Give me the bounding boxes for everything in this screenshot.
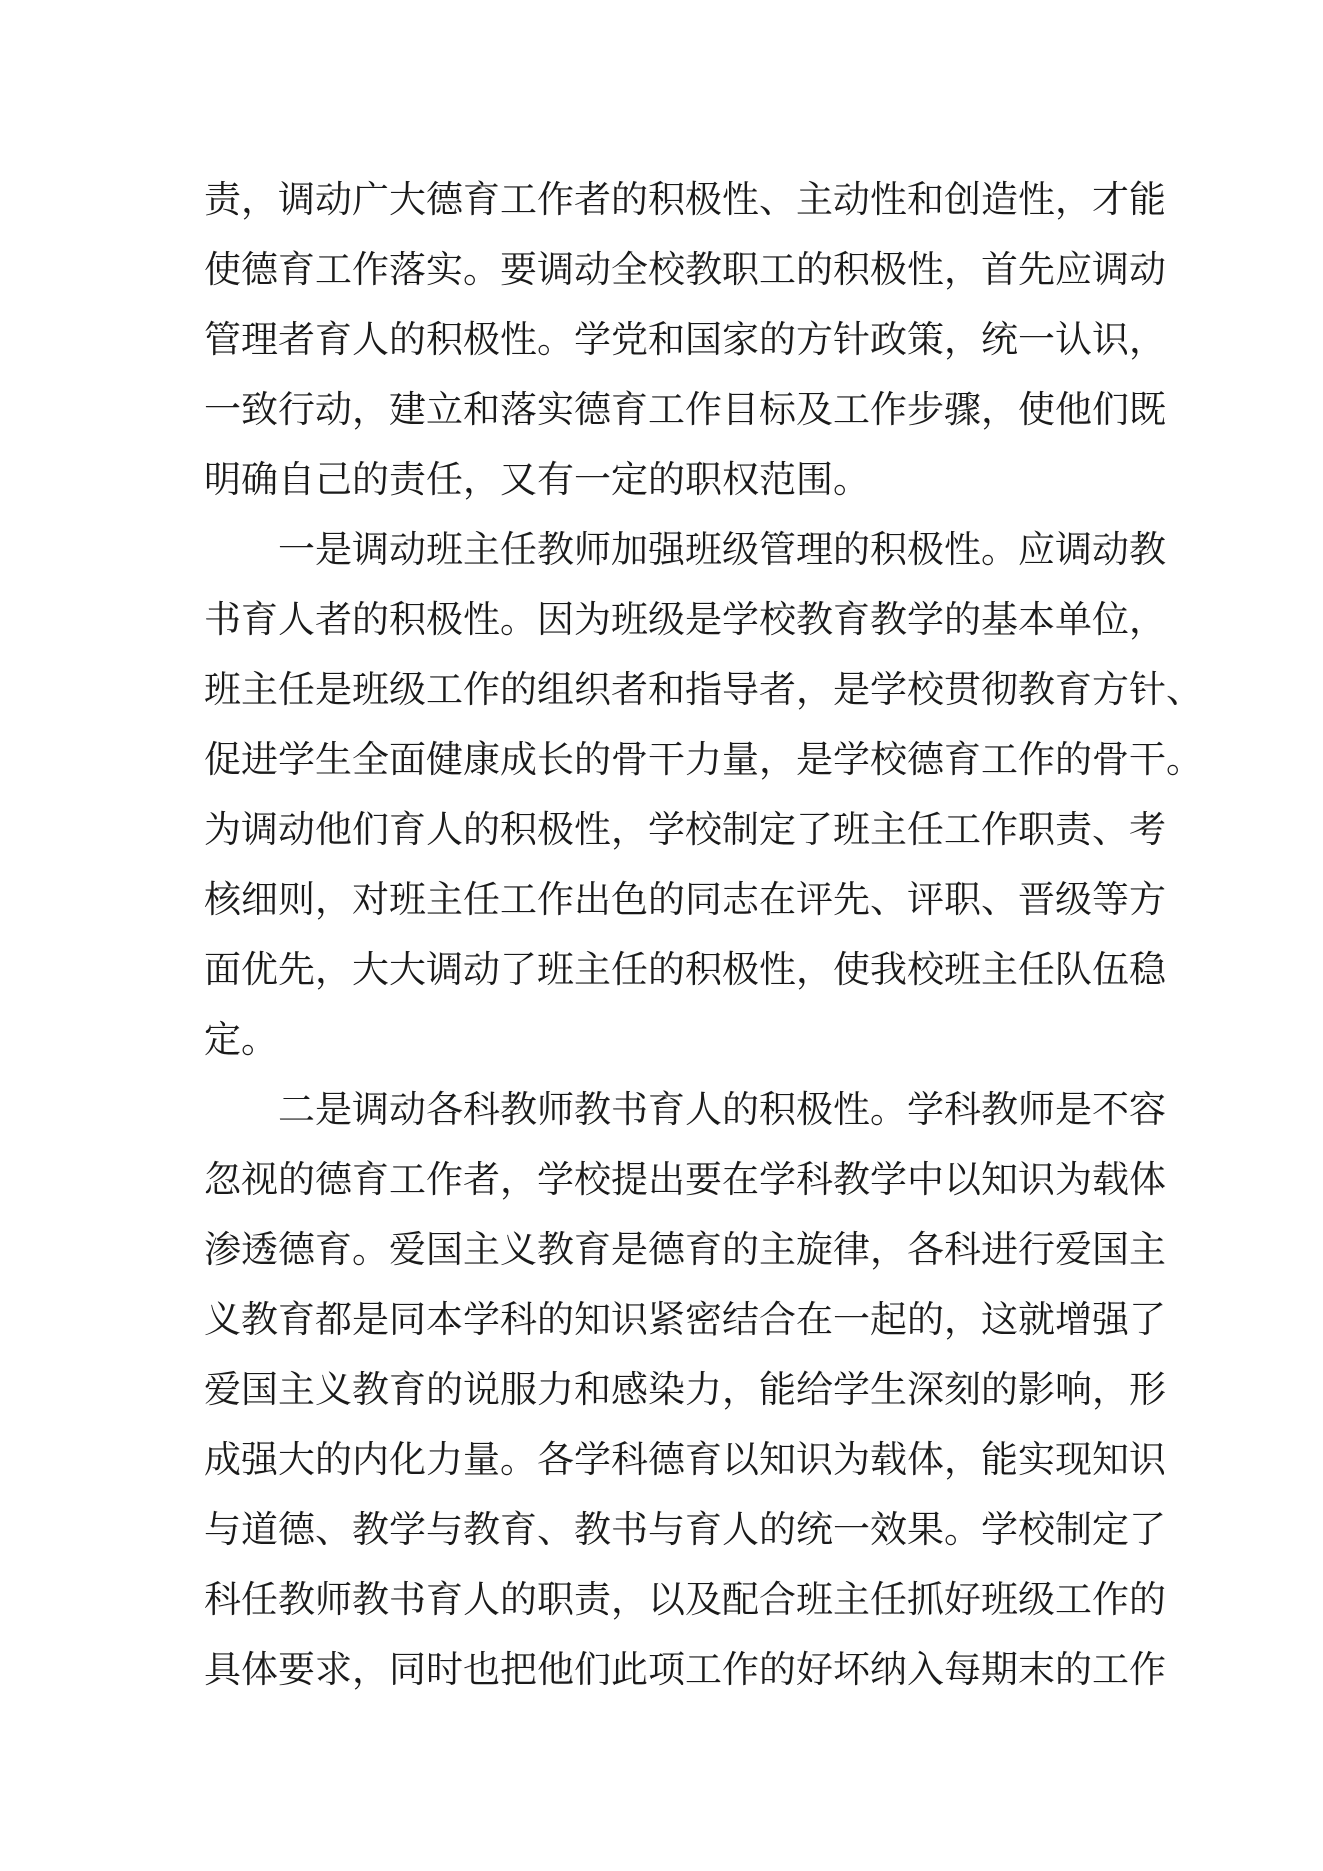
text-line: 与道德、教学与教育、教书与育人的统一效果。学校制定了 (204, 1508, 1166, 1551)
text-line: 义教育都是同本学科的知识紧密结合在一起的，这就增强了 (204, 1298, 1166, 1341)
text-line: 班主任是班级工作的组织者和指导者，是学校贯彻教育方针、 (204, 668, 1203, 711)
text-line: 具体要求，同时也把他们此项工作的好坏纳入每期末的工作 (204, 1648, 1166, 1691)
text-line: 责，调动广大德育工作者的积极性、主动性和创造性，才能 (204, 178, 1166, 221)
text-line: 明确自己的责任，又有一定的职权范围。 (204, 458, 870, 501)
text-line: 核细则，对班主任工作出色的同志在评先、评职、晋级等方 (204, 878, 1166, 921)
text-line: 成强大的内化力量。各学科德育以知识为载体，能实现知识 (204, 1438, 1166, 1481)
body-text (204, 165, 1203, 1705)
text-line: 忽视的德育工作者，学校提出要在学科教学中以知识为载体 (204, 1158, 1166, 1201)
text-line: 为调动他们育人的积极性，学校制定了班主任工作职责、考 (204, 808, 1166, 851)
text-line: 使德育工作落实。要调动全校教职工的积极性，首先应调动 (204, 248, 1166, 291)
text-line: 定。 (204, 1018, 278, 1061)
text-line: 爱国主义教育的说服力和感染力，能给学生深刻的影响，形 (204, 1368, 1166, 1411)
text-line: 管理者育人的积极性。学党和国家的方针政策，统一认识， (204, 318, 1166, 361)
text-line: 一致行动，建立和落实德育工作目标及工作步骤，使他们既 (204, 388, 1166, 431)
paragraph-start-line: 二是调动各科教师教书育人的积极性。学科教师是不容 (278, 1088, 1166, 1131)
text-line: 科任教师教书育人的职责，以及配合班主任抓好班级工作的 (204, 1578, 1166, 1621)
text-line: 促进学生全面健康成长的骨干力量，是学校德育工作的骨干。 (204, 738, 1203, 781)
text-line: 渗透德育。爱国主义教育是德育的主旋律，各科进行爱国主 (204, 1228, 1166, 1271)
text-line: 书育人者的积极性。因为班级是学校教育教学的基本单位， (204, 598, 1166, 641)
paragraph-start-line: 一是调动班主任教师加强班级管理的积极性。应调动教 (278, 528, 1166, 571)
text-line: 面优先，大大调动了班主任的积极性，使我校班主任队伍稳 (204, 948, 1166, 991)
